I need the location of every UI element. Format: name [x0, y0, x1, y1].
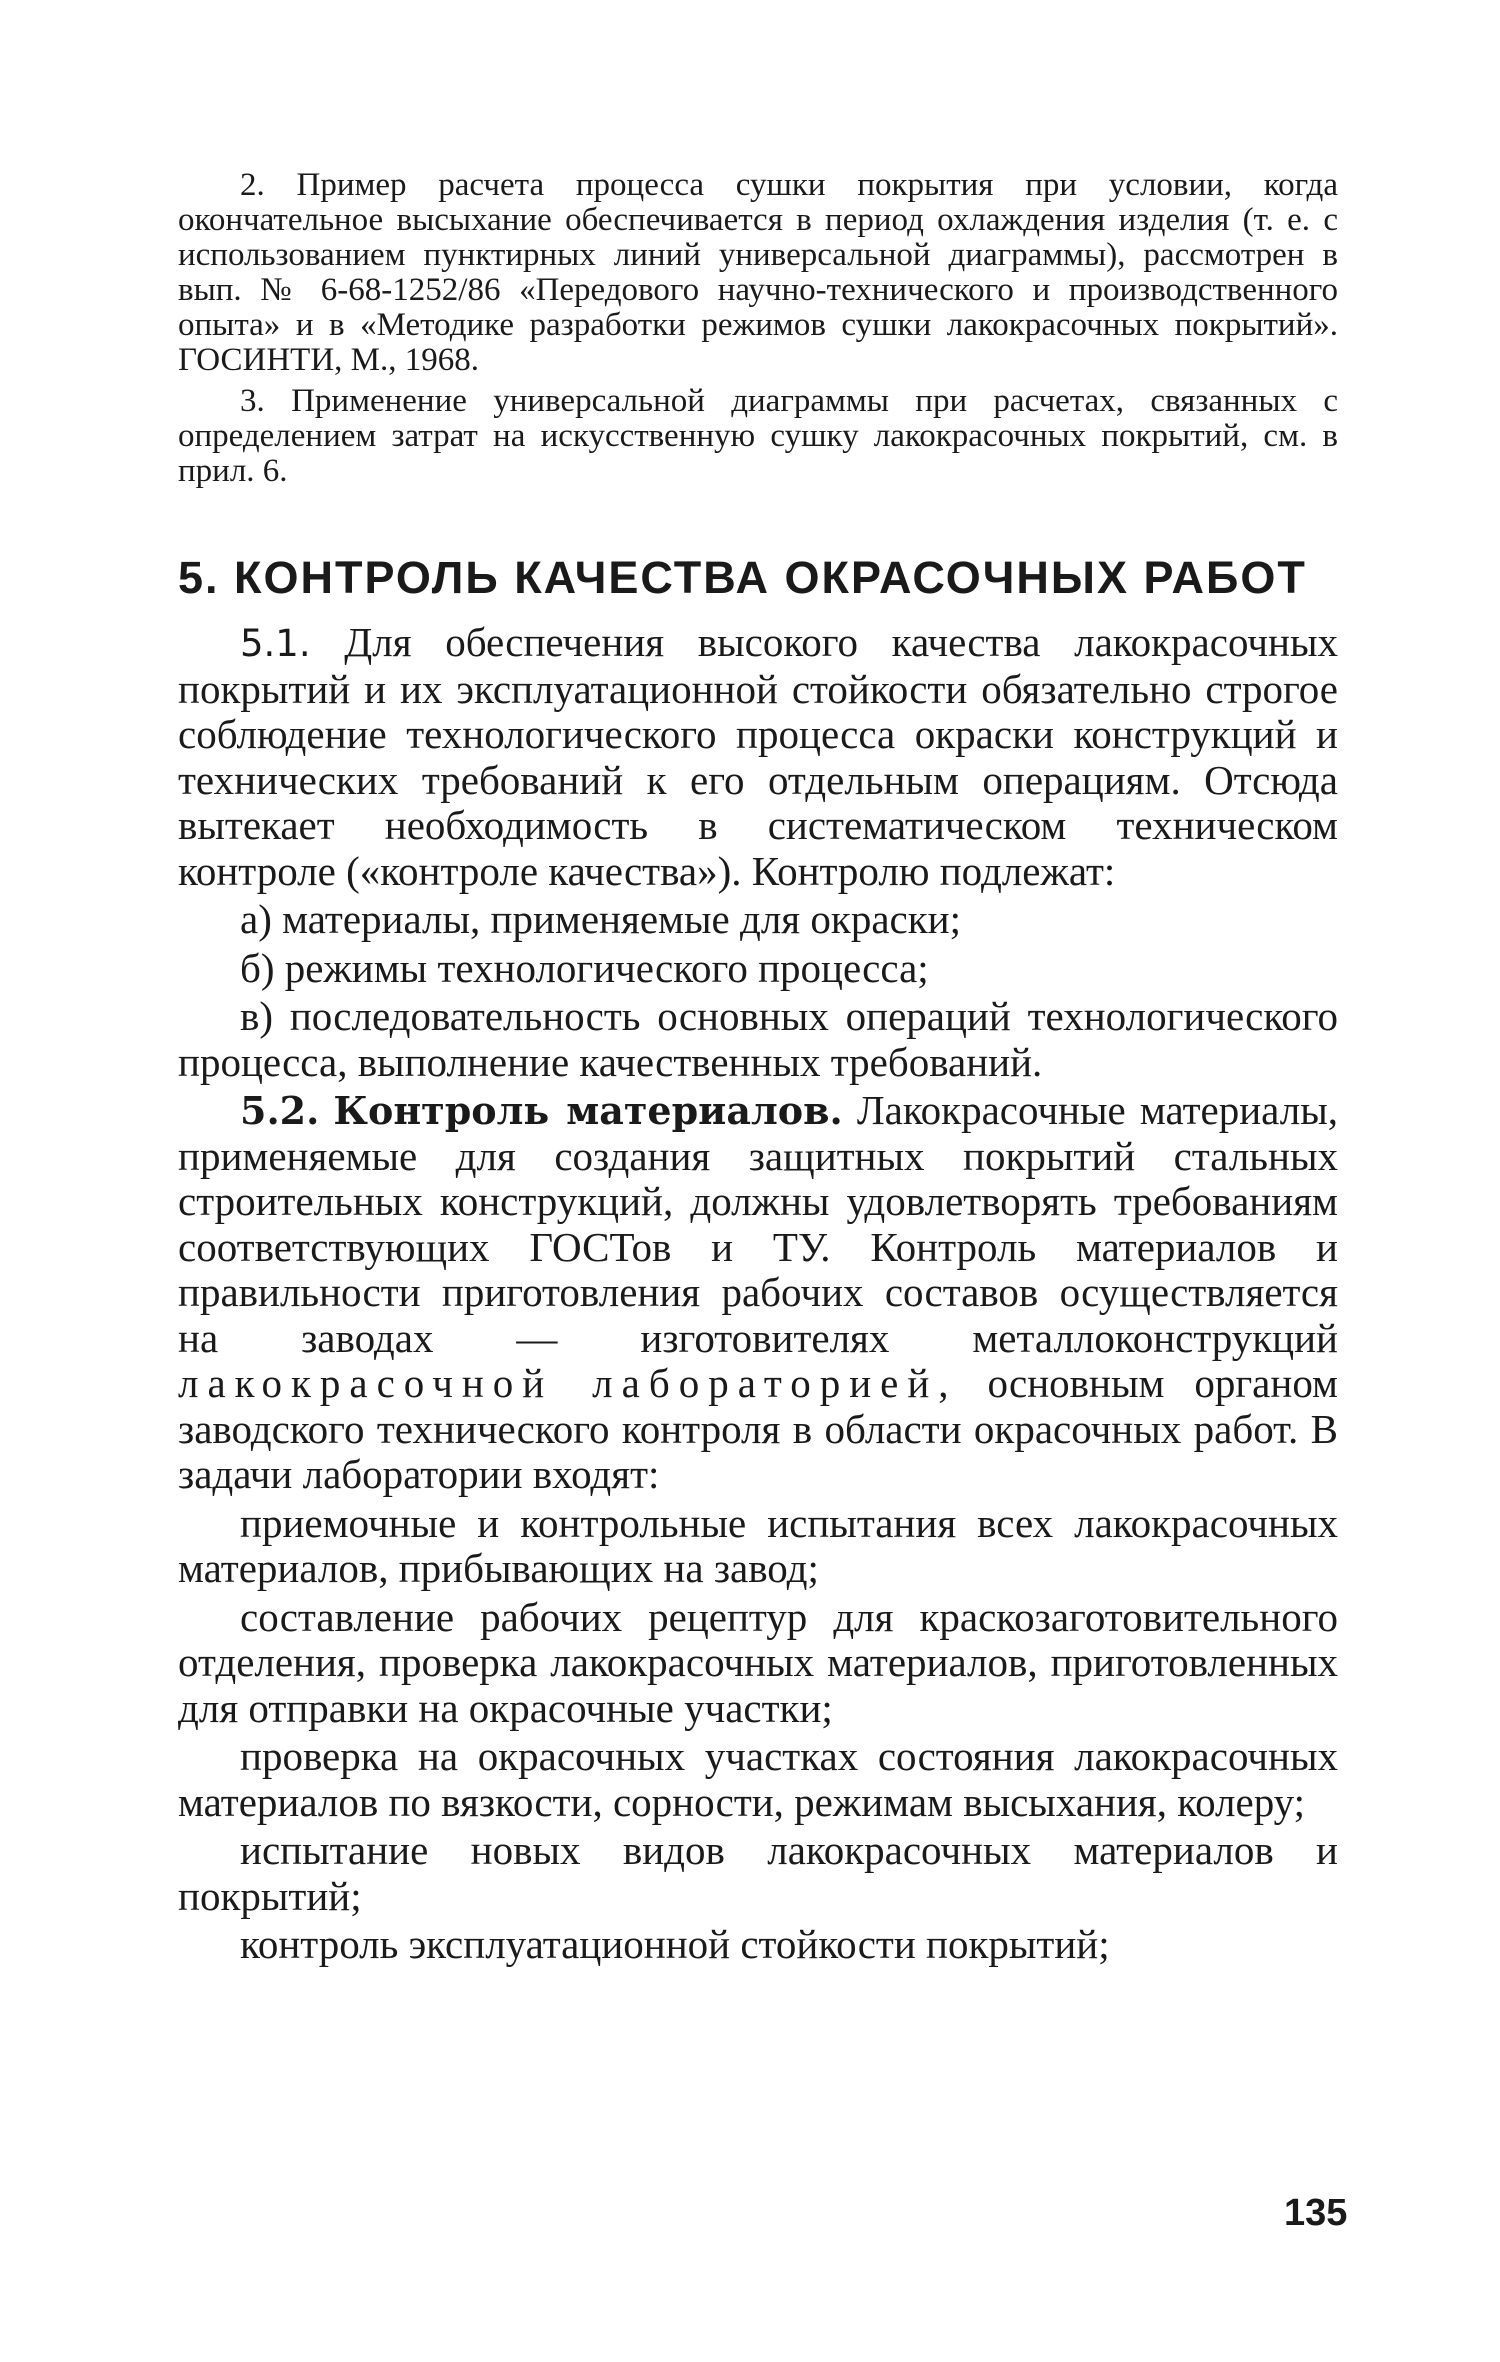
task-item: составление рабочих рецептур для краскозаготовительного отделения, проверка лакокрасочных материалов, приготовленных для отправки на окрасочные участки;: [178, 1593, 1338, 1731]
paragraph-5-2: [178, 1088, 1338, 1498]
spaced-term: лакокрасочной лабораторией,: [178, 1360, 958, 1406]
task-item: приемочные и контрольные испытания всех лакокрасочных материалов, прибывающих на завод;: [178, 1499, 1338, 1591]
task-item: испытание новых видов лакокрасочных материалов и покрытий;: [178, 1827, 1338, 1919]
paragraph-text-continued: основным органом заводского технического контроля в области окрасочных работ. В задачи лаборатории входят:: [178, 1360, 1338, 1497]
paragraph-5-1: [178, 620, 1338, 894]
list-item-b: б) режимы технологического процесса;: [240, 944, 929, 991]
task-item: проверка на окрасочных участках состояния лакокрасочных материалов по вязкости, сорности, режимам высыхания, колеру;: [178, 1733, 1338, 1825]
note-3: 3. Применение универсальной диаграммы при расчетах, связанных с определением затрат на искусственную сушку лакокрасочных покрытий, см. в прил. 6.: [178, 383, 1338, 489]
list-item-c: в) последовательность основных операций технологического процесса, выполнение качественных требований.: [178, 993, 1338, 1085]
paragraph-text: Для обеспечения высокого качества лакокрасочных покрытий и их эксплуатационной стойкости обязательно строгое соблюдение технологического процесса окраски конструкций и технических требований к его отдельным операциям. Отсюда вытекает необходимость в систематическом техническом контроле («контроле качества»). Контролю подлежат:: [178, 619, 1338, 894]
paragraph-number: 5.1.: [240, 622, 311, 665]
paragraph-title: Контроль материалов.: [333, 1088, 843, 1133]
page-number: 135: [1284, 2192, 1348, 2234]
note-2: 2. Пример расчета процесса сушки покрытия при условии, когда окончательное высыхание обеспечивается в период охлаждения изделия (т. е. с использованием пунктирных линий универсальной диаграммы), рассмотрен в вып. № 6-68-1252/86 «Передового научно-технического и производственного опыта» и в «Методике разработки режимов сушки лакокрасочных покрытий». ГОСИНТИ, М., 1968.: [178, 167, 1338, 378]
footnotes-block: [178, 168, 1338, 489]
task-item: контроль эксплуатационной стойкости покрытий;: [240, 1921, 1110, 1967]
section-body: [178, 620, 1338, 1968]
paragraph-number: 5.2.: [240, 1088, 320, 1133]
section-heading: 5. КОНТРОЛЬ КАЧЕСТВА ОКРАСОЧНЫХ РАБОТ: [178, 552, 1307, 603]
list-item-a: а) материалы, применяемые для окраски;: [240, 896, 961, 942]
paragraph-text: Лакокрасочные материалы, применяемые для создания защитных покрытий стальных строительных конструкций, должны удовлетворять требованиям соответствующих ГОСТов и ТУ. Контроль материалов и правильности приготовления рабочих составов осуществляется на заводах — изготовителях металлоконструкций: [178, 1087, 1338, 1361]
